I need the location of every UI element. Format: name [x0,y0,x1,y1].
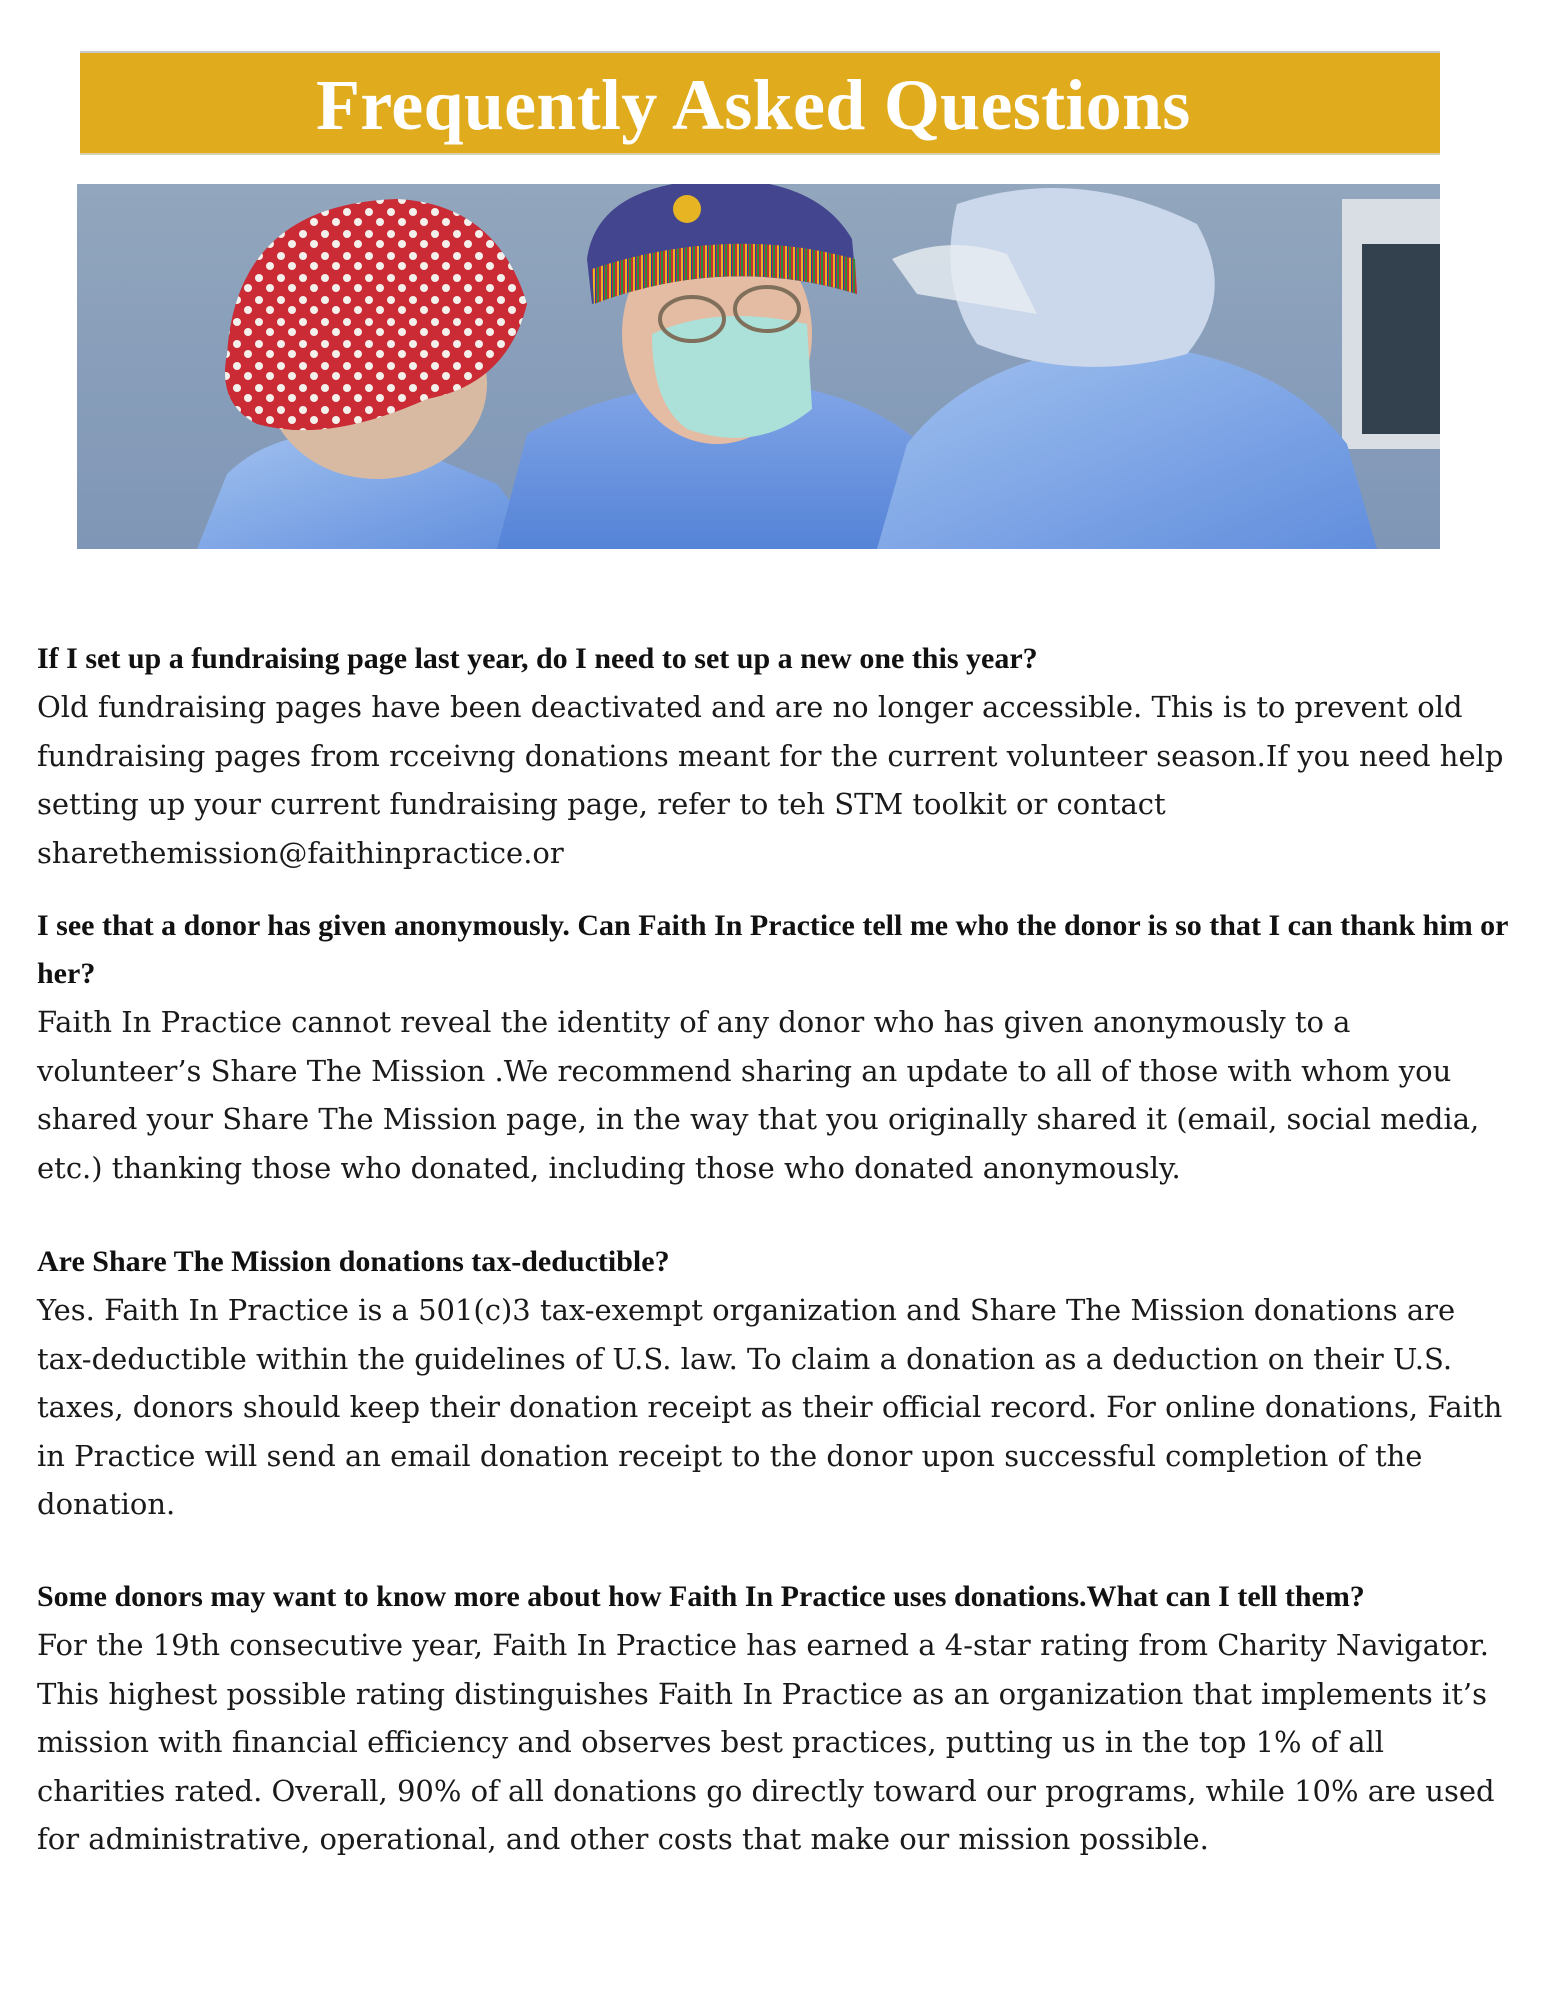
page-title: Frequently Asked Questions [316,65,1191,145]
faq-question: Are Share The Mission donations tax-deductible? [37,1245,670,1278]
faq-answer: For the 19th consecutive year, Faith In Practice has earned a 4-star rating from Charity Navigator. This highest possible rating distinguishes Faith In Practice as an organization that implements it’s mission with financial efficiency and observes best practices, putting us in the top 1% of all charities rated. Overall, 90% of all donations go directly toward our programs, while 10% are used for administrative, operational, and other costs that make our mission possible. [37,1628,1495,1856]
faq-answer: Yes. Faith In Practice is a 501(c)3 tax-exempt organization and Share The Mission donations are tax-deductible within the guidelines of U.S. law. To claim a donation as a deduction on their U.S. taxes, donors should keep their donation receipt as their official record. For online donations, Faith in Practice will send an email donation receipt to the donor upon successful completion of the donation. [37,1293,1503,1521]
faq-item [37,1573,1512,1864]
faq-question: Some donors may want to know more about how Faith In Practice uses donations.What can I tell them? [37,1580,1365,1613]
faq-item [37,902,1512,1192]
faq-item [37,635,1512,877]
title-banner [80,51,1440,155]
hero-surgery-photo [77,184,1440,549]
faq-question: I see that a donor has given anonymously. Can Faith In Practice tell me who the donor is so that I can thank him or her? [37,909,1508,990]
faq-question: If I set up a fundraising page last year, do I need to set up a new one this year? [37,642,1038,675]
faq-answer: Faith In Practice cannot reveal the identity of any donor who has given anonymously to a volunteer’s Share The Mission .We recommend sharing an update to all of those with whom you shared your Share The Mission page, in the way that you originally shared it (email, social media, etc.) thanking those who donated, including those who donated anonymously. [37,1005,1480,1185]
faq-item [37,1238,1512,1529]
faq-answer: Old fundraising pages have been deactivated and are no longer accessible. This is to prevent old fundraising pages from rcceivng donations meant for the current volunteer season.If you need help setting up your current fundraising page, refer to teh STM toolkit or contact sharethemission@faithinpractice.or [37,690,1504,870]
